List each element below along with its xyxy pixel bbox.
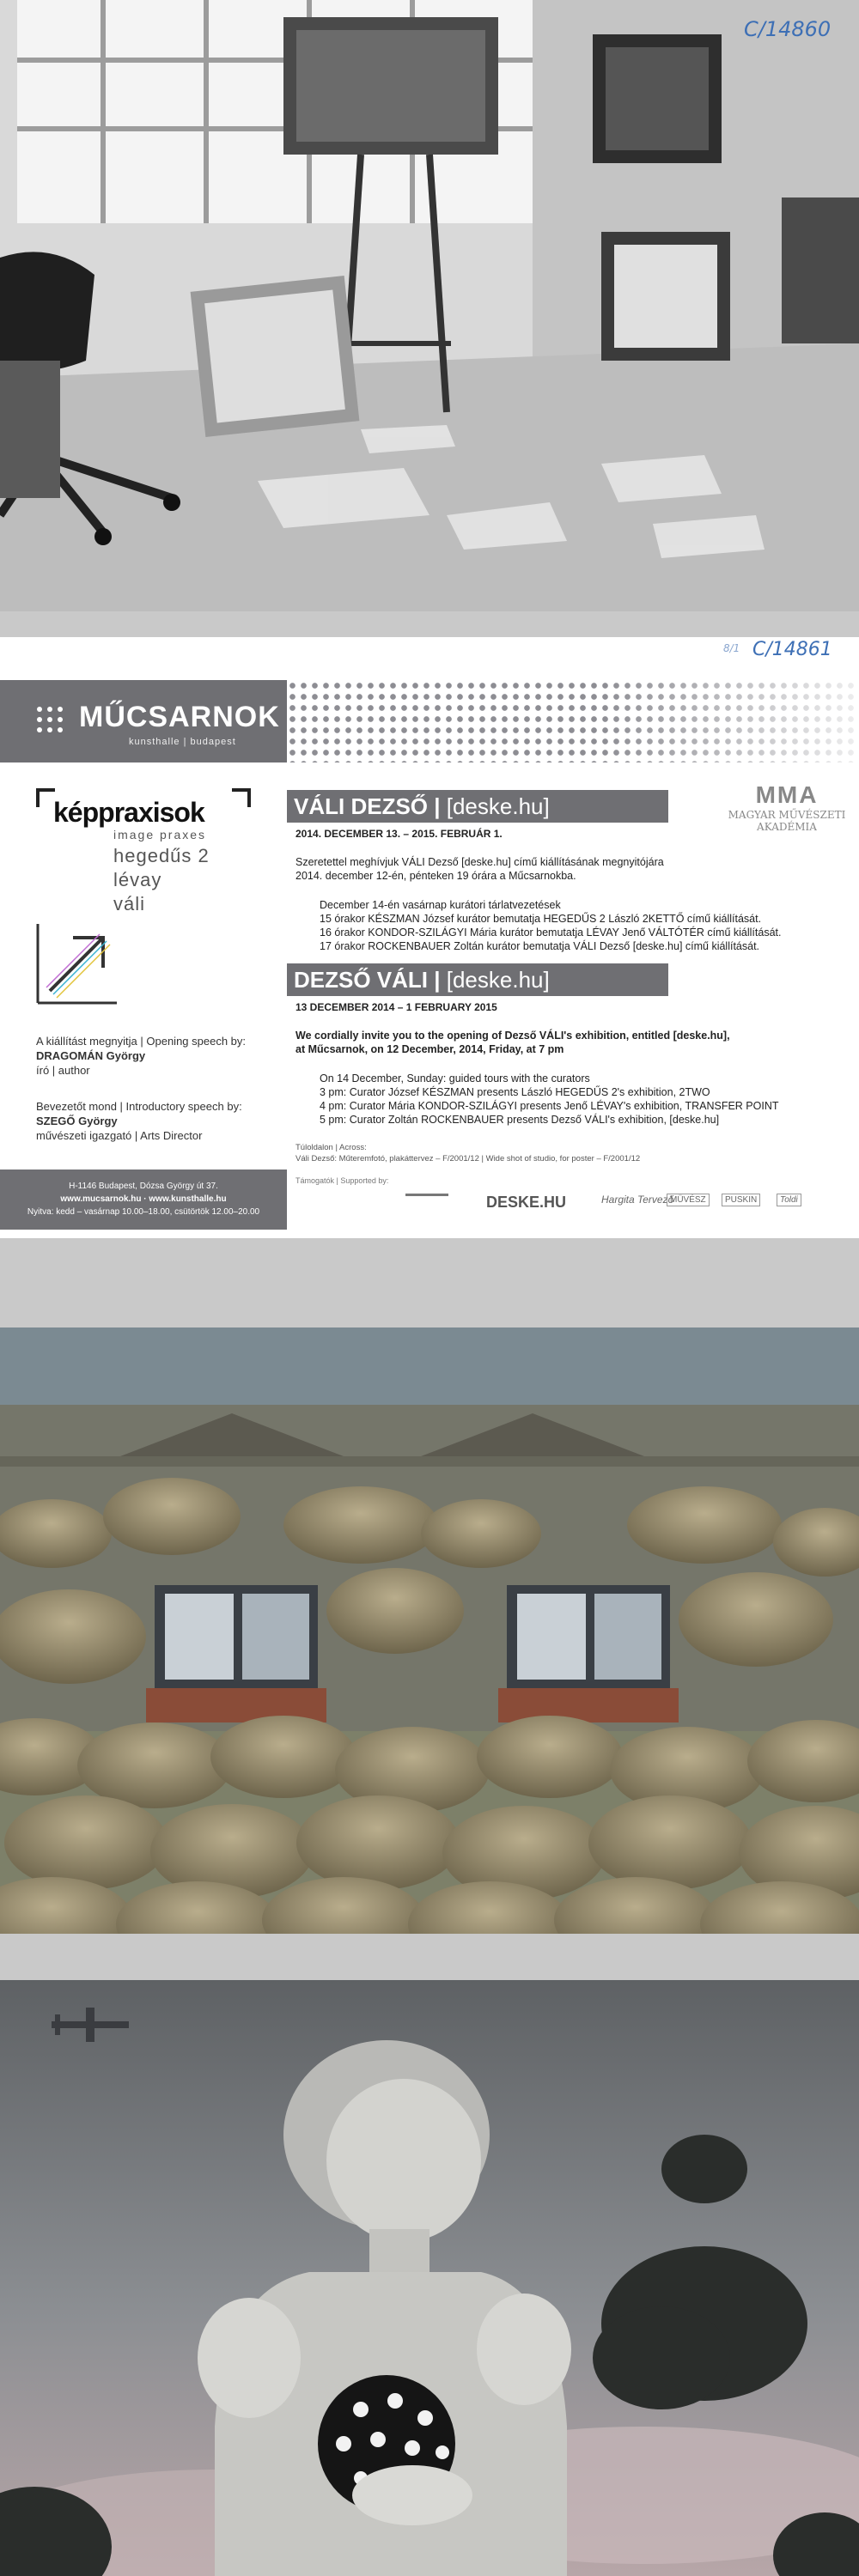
- hungarian-heading: [287, 790, 668, 823]
- opening-hours-line: Nyitva: kedd – vasárnap 10.00–18.00, csütörtök 12.00–20.00: [27, 1207, 260, 1217]
- english-tour-item: 5 pm: Curator Zoltán ROCKENBAUER presents Dezső VÁLI's exhibition, [deske.hu]: [320, 1114, 720, 1126]
- credits-line-2: Váli Dezső: Műteremfotó, plakáttervez – F/2001/12 | Wide shot of studio, for poster – F/2001/12: [295, 1154, 641, 1163]
- opening-speech-label: A kiállítást megnyitja | Opening speech by:: [36, 1035, 247, 1048]
- airplane: [52, 2008, 129, 2042]
- english-heading: [287, 963, 668, 996]
- credits-line-1: Túloldalon | Across:: [295, 1143, 367, 1152]
- hungarian-tour-item: 16 órakor KONDOR-SZILÁGYI Mária kurátor bemutatja LÉVAY Jenő VÁLTÓTÉR című kiállítását.: [320, 927, 782, 939]
- logo-bracket-top-right: [232, 788, 251, 807]
- hungarian-tours-title: December 14-én vasárnap kurátori tárlatvezetések: [320, 899, 561, 911]
- english-tour-item: 3 pm: Curator József KÉSZMAN presents László HEGEDŰS 2's exhibition, 2TWO: [320, 1086, 710, 1098]
- page-gap: [0, 611, 859, 637]
- sponsor-logo-emblem: [405, 1194, 448, 1213]
- sponsor-logo-muvesz: MÜVÉSZ: [667, 1194, 710, 1206]
- statue-drawing: [0, 1980, 859, 2576]
- logo-bracket-top-left: [36, 788, 55, 807]
- sheep-facade-photo: [0, 1327, 859, 1934]
- card-prefix-note: 8/1: [723, 642, 740, 654]
- opening-speaker-name: DRAGOMÁN György: [36, 1049, 146, 1062]
- english-invite-line-2: at Műcsarnok, on 12 December, 2014, Friday, at 7 pm: [295, 1043, 564, 1055]
- english-tours-title: On 14 December, Sunday: guided tours with the curators: [320, 1072, 590, 1084]
- english-invite-line-1: We cordially invite you to the opening of Dezső VÁLI's exhibition, entitled [deske.hu],: [295, 1030, 730, 1042]
- girl-statue: [198, 2040, 571, 2576]
- hungarian-tour-item: 17 órakor ROCKENBAUER Zoltán kurátor bemutatja VÁLI Dezső [deske.hu] című kiállítását.: [320, 940, 760, 952]
- studio-photo: [0, 0, 859, 611]
- english-tours: [320, 1072, 779, 1127]
- invitation-card: [0, 637, 859, 1238]
- hungarian-invite-line-2: 2014. december 12-én, pénteken 19 órára a Műcsarnokba.: [295, 870, 576, 882]
- artist-line-3: váli: [113, 893, 146, 914]
- supported-by-label: Támogatók | Supported by:: [295, 1176, 389, 1185]
- intro-speech-label: Bevezetőt mond | Introductory speech by:: [36, 1100, 242, 1113]
- sponsor-logo-puskin: PUSKIN: [722, 1194, 760, 1206]
- card-number-note: C/14861: [752, 639, 832, 660]
- english-invite: [295, 1029, 730, 1056]
- mma-logo: [727, 781, 847, 833]
- artist-line-2: lévay: [113, 869, 162, 890]
- statue-photo: [0, 1980, 859, 2576]
- english-tour-item: 4 pm: Curator Mária KONDOR-SZILÁGYI presents Jenő LÉVAY's exhibition, TRANSFER POINT: [320, 1100, 779, 1112]
- hungarian-dates: 2014. DECEMBER 13. – 2015. FEBRUÁR 1.: [295, 828, 503, 840]
- opening-speech-block: [36, 1034, 246, 1078]
- archive-number-note: C/14860: [744, 17, 832, 41]
- english-heading-project: [deske.hu]: [446, 967, 550, 993]
- sponsor-logo-toldi: Toldi: [777, 1194, 801, 1206]
- address-line: H-1146 Budapest, Dózsa György út 37.: [69, 1182, 218, 1191]
- mma-mark: MMA: [755, 781, 819, 808]
- image-credits: [295, 1142, 640, 1164]
- artist-line-1: hegedűs 2: [113, 845, 210, 866]
- card-left-column: [0, 637, 287, 1238]
- opening-speaker-role: író | author: [36, 1064, 90, 1077]
- mma-name-line-2: AKADÉMIA: [757, 821, 817, 833]
- intro-speaker-name: SZEGŐ György: [36, 1115, 118, 1127]
- hungarian-invite-line-1: Szeretettel meghívjuk VÁLI Dezső [deske.hu] című kiállításának megnyitójára: [295, 856, 664, 868]
- venue-subtitle: kunsthalle | budapest: [129, 737, 236, 747]
- english-dates: 13 DECEMBER 2014 – 1 FEBRUARY 2015: [295, 1001, 497, 1013]
- exhibition-subtitle: image praxes: [113, 828, 207, 841]
- mma-name-line-1: MAGYAR MŰVÉSZETI: [728, 809, 846, 821]
- venue-name: MŰCSARNOK: [79, 701, 280, 733]
- hungarian-heading-project: [deske.hu]: [446, 793, 550, 819]
- sponsor-logo-hargita: Hargita Tervező: [601, 1194, 674, 1206]
- hungarian-invite: [295, 855, 664, 883]
- studio-photo-drawing: [0, 0, 859, 611]
- sheep-facade-drawing: [0, 1327, 859, 1934]
- website-line: www.mucsarnok.hu · www.kunsthalle.hu: [60, 1194, 227, 1204]
- address-footer: [0, 1170, 287, 1230]
- halftone-fade: [287, 680, 859, 762]
- hungarian-tour-item: 15 órakor KÉSZMAN József kurátor bemutatja HEGEDŰS 2 László 2KETTŐ című kiállítását.: [320, 913, 762, 925]
- hungarian-heading-name: VÁLI DEZSŐ |: [294, 793, 441, 819]
- page-gap: [0, 1934, 859, 1980]
- intro-speech-block: [36, 1099, 242, 1143]
- intro-speaker-role: művészeti igazgató | Arts Director: [36, 1129, 203, 1142]
- hungarian-tours: [320, 898, 781, 953]
- mucsarnok-dots-icon: [34, 704, 69, 738]
- arrow-up-right-icon: [34, 920, 120, 1006]
- page-gap: [0, 1238, 859, 1327]
- exhibition-title: képpraxisok: [53, 797, 204, 828]
- sponsor-logo-deske: DESKE.HU: [486, 1194, 567, 1211]
- english-heading-name: DEZSŐ VÁLI |: [294, 967, 441, 993]
